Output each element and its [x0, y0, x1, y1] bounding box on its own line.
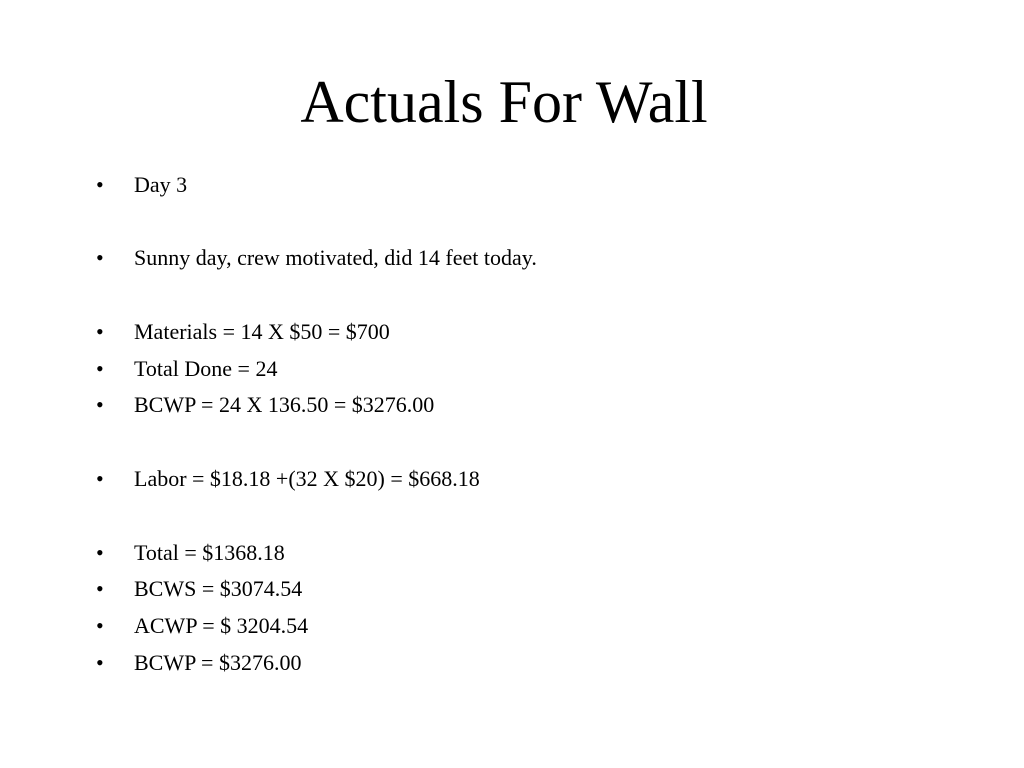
slide-title: Actuals For Wall [300, 69, 708, 135]
bullet-icon: • [96, 172, 104, 197]
bullet-text: ACWP = $ 3204.54 [134, 613, 309, 638]
bullet-icon: • [96, 650, 104, 675]
bullet-icon: • [96, 392, 104, 417]
bullet-text: BCWP = 24 X 136.50 = $3276.00 [134, 392, 435, 417]
bullet-text: BCWP = $3276.00 [134, 650, 302, 675]
bullet-icon: • [96, 356, 104, 381]
bullet-icon: • [96, 245, 104, 270]
bullet-icon: • [96, 319, 104, 344]
bullet-icon: • [96, 540, 104, 565]
bullet-text: Labor = $18.18 +(32 X $20) = $668.18 [134, 466, 480, 491]
bullet-text: Day 3 [134, 172, 188, 197]
bullet-text: Total = $1368.18 [134, 540, 285, 565]
bullet-icon: • [96, 466, 104, 491]
bullet-text: Materials = 14 X $50 = $700 [134, 319, 390, 344]
bullet-icon: • [96, 576, 104, 601]
bullet-icon: • [96, 613, 104, 638]
bullet-text: Total Done = 24 [134, 356, 278, 381]
bullet-text: Sunny day, crew motivated, did 14 feet today. [134, 245, 537, 270]
bullet-text: BCWS = $3074.54 [134, 576, 303, 601]
